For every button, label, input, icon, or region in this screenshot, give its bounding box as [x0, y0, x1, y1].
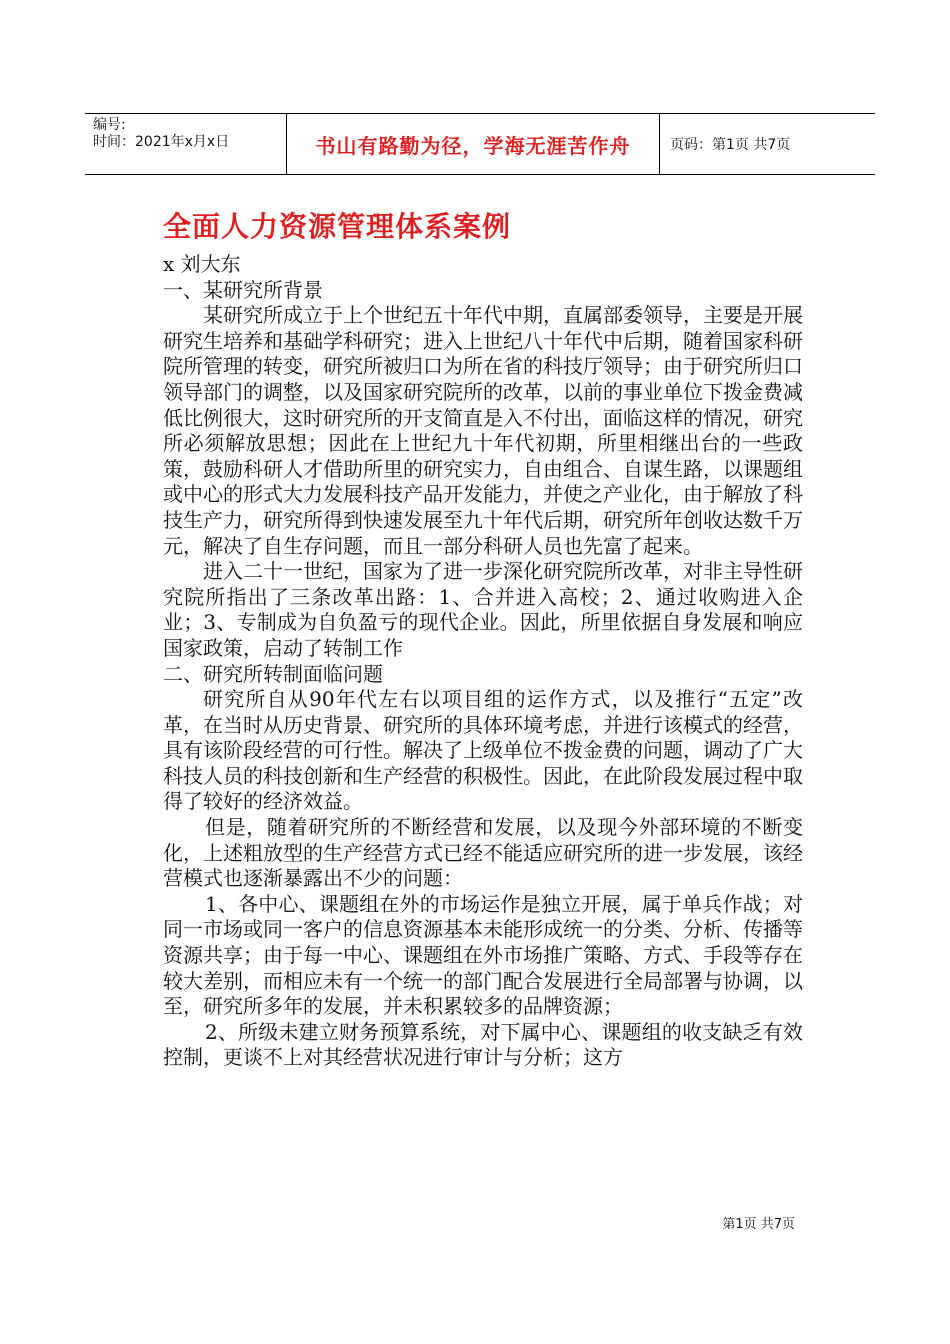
paragraph-6: 2、所级未建立财务预算系统，对下属中心、课题组的收支缺乏有效控制，更谈不上对其经营状况进行审计与分析；这方: [163, 1019, 803, 1070]
paragraph-3: 研究所自从90年代左右以项目组的运作方式，以及推行“五定”改革，在当时从历史背景、研究所的具体环境考虑，并进行该模式的经营，具有该阶段经营的可行性。解决了上级单位不拨金费的问题，调动了广大科技人员的科技创新和生产经营的积极性。因此，在此阶段发展过程中取得了较好的经济效益。: [163, 687, 803, 814]
header-page-info: 页码：第1页 共7页: [670, 137, 791, 153]
header-table: [85, 113, 875, 175]
document-body: [163, 252, 803, 1071]
document-time-label: 时间：2021年x月x日: [93, 134, 230, 150]
document-title: 全面人力资源管理体系案例: [163, 210, 512, 243]
section-heading-2: 二、研究所转制面临问题: [163, 661, 383, 686]
document-number-label: 编号:: [93, 117, 126, 133]
header-meta: [85, 114, 287, 174]
header-motto: 书山有路勤为径，学海无涯苦作舟: [287, 114, 660, 174]
paragraph-5: 1、各中心、课题组在外的市场运作是独立开展，属于单兵作战；对同一市场或同一客户的信息资源基本未能形成统一的分类、分析、传播等资源共享；由于每一中心、课题组在外市场推广策略、方式、手段等存在较大差别，而相应未有一个统一的部门配合发展进行全局部署与协调，以至，研究所多年的发展，并未积累较多的品牌资源；: [163, 891, 803, 1019]
paragraph-2: 进入二十一世纪，国家为了进一步深化研究院所改革，对非主导性研究院所指出了三条改革出路：1、合并进入高校；2、通过收购进入企业；3、专制成为自负盈亏的现代企业。因此，所里依据自身发展和响应国家政策，启动了转制工作: [163, 559, 803, 660]
paragraph-4: 但是，随着研究所的不断经营和发展，以及现今外部环境的不断变化，上述粗放型的生产经营方式已经不能适应研究所的进一步发展，该经营模式也逐渐暴露出不少的问题：: [163, 815, 803, 891]
page-footer: 第1页 共7页: [722, 1217, 795, 1232]
section-heading-1: 一、某研究所背景: [163, 277, 323, 302]
author-line: x 刘大东: [163, 252, 241, 276]
paragraph-1: 某研究所成立于上个世纪五十年代中期，直属部委领导，主要是开展研究生培养和基础学科研究；进入上世纪八十年代中后期，随着国家科研院所管理的转变，研究所被归口为所在省的科技厅领导；由于研究所归口领导部门的调整，以及国家研究院所的改革，以前的事业单位下拨金费减低比例很大，这时研究所的开支简直是入不付出，面临这样的情况，研究所必须解放思想；因此在上世纪九十年代初期，所里相继出台的一些政策，鼓励科研人才借助所里的研究实力，自由组合、自谋生路，以课题组或中心的形式大力发展科技产品开发能力，并使之产业化，由于解放了科技生产力，研究所得到快速发展至九十年代后期，研究所年创收达数千万元，解决了自生存问题，而且一部分科研人员也先富了起来。: [163, 303, 803, 558]
